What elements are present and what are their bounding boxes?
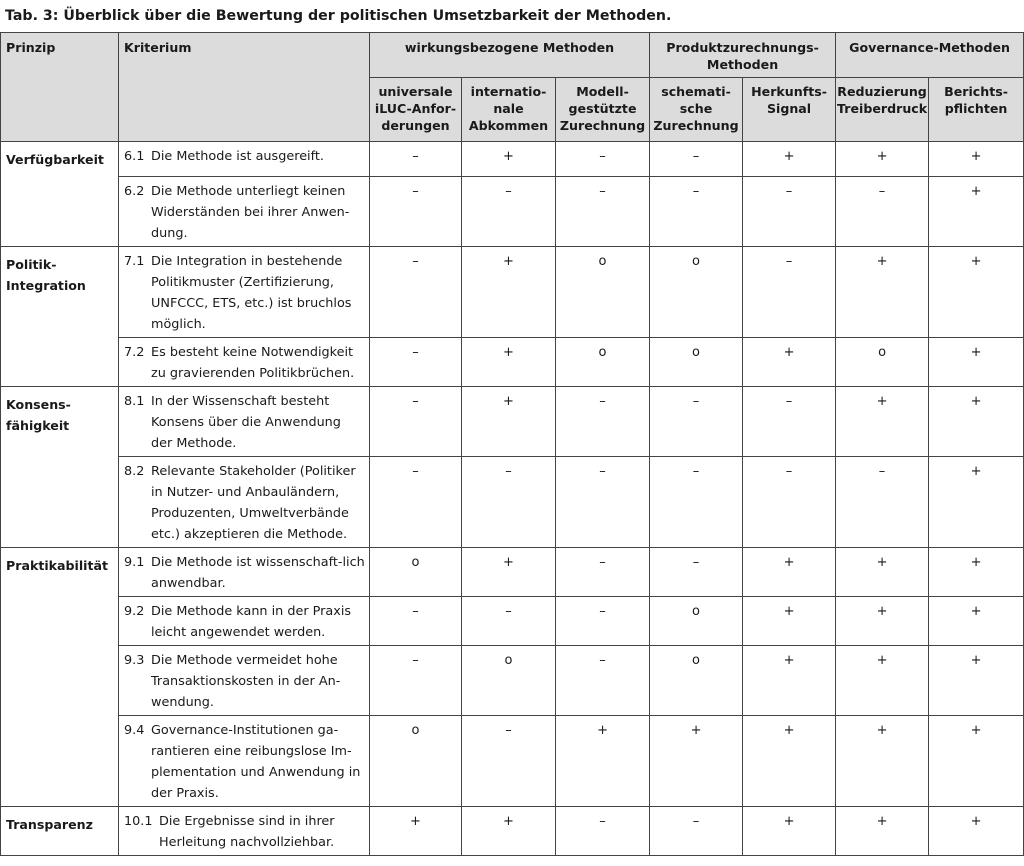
kriterium-cell xyxy=(119,807,370,856)
rating-cell: + xyxy=(743,338,836,387)
evaluation-table xyxy=(0,32,1024,856)
rating-cell: o xyxy=(556,247,650,338)
rating-cell: o xyxy=(650,646,743,716)
rating-cell: o xyxy=(370,716,462,807)
rating-cell: + xyxy=(929,597,1024,646)
rating-cell: – xyxy=(556,597,650,646)
rating-cell: – xyxy=(462,716,556,807)
rating-cell: – xyxy=(370,387,462,457)
rating-cell: + xyxy=(370,807,462,856)
kriterium-text: Die Methode ist wissenschaft-lich anwendbar. xyxy=(151,555,365,591)
rating-cell: + xyxy=(929,142,1024,177)
kriterium-text: Die Methode kann in der Praxis leicht angewendet werden. xyxy=(151,604,352,640)
rating-cell: + xyxy=(836,807,929,856)
kriterium-text: Die Methode unterliegt keinen Widerständen bei ihrer Anwen-dung. xyxy=(151,184,350,241)
kriterium-number: 7.1 xyxy=(124,254,145,269)
table-row xyxy=(1,646,1024,716)
rating-cell: – xyxy=(370,177,462,247)
rating-cell: – xyxy=(836,457,929,548)
table-row xyxy=(1,457,1024,548)
rating-cell: – xyxy=(743,387,836,457)
prinzip-cell: Praktikabilität xyxy=(1,548,119,807)
rating-cell: + xyxy=(929,177,1024,247)
kriterium-cell xyxy=(119,548,370,597)
rating-cell: + xyxy=(836,716,929,807)
rating-cell: o xyxy=(650,247,743,338)
kriterium-text: Es besteht keine Notwendigkeit zu gravierenden Politikbrüchen. xyxy=(151,345,355,381)
table-row xyxy=(1,338,1024,387)
kriterium-number: 9.3 xyxy=(124,653,145,668)
kriterium-number: 9.2 xyxy=(124,604,145,619)
rating-cell: + xyxy=(929,387,1024,457)
kriterium-number: 6.2 xyxy=(124,184,145,199)
rating-cell: – xyxy=(743,177,836,247)
header-method-herkunft: Herkunfts-Signal xyxy=(743,78,836,142)
prinzip-cell: Verfügbarkeit xyxy=(1,142,119,247)
header-group-governance: Governance-Methoden xyxy=(836,33,1024,78)
rating-cell: – xyxy=(370,247,462,338)
rating-cell: o xyxy=(650,338,743,387)
rating-cell: + xyxy=(462,807,556,856)
table-row xyxy=(1,142,1024,177)
rating-cell: o xyxy=(462,646,556,716)
kriterium-text: Die Methode vermeidet hohe Transaktionskosten in der An-wendung. xyxy=(151,653,341,710)
rating-cell: + xyxy=(929,548,1024,597)
table-row xyxy=(1,247,1024,338)
rating-cell: + xyxy=(743,548,836,597)
header-group-wirkungsbezogen: wirkungsbezogene Methoden xyxy=(370,33,650,78)
rating-cell: + xyxy=(836,597,929,646)
table-row xyxy=(1,716,1024,807)
header-method-schematisch: schemati-sche Zurechnung xyxy=(650,78,743,142)
rating-cell: + xyxy=(836,247,929,338)
kriterium-number: 10.1 xyxy=(124,814,153,829)
rating-cell: + xyxy=(462,247,556,338)
rating-cell: – xyxy=(743,247,836,338)
rating-cell: o xyxy=(370,548,462,597)
rating-cell: – xyxy=(370,142,462,177)
prinzip-cell: Konsens-fähigkeit xyxy=(1,387,119,548)
prinzip-cell: Politik-Integration xyxy=(1,247,119,387)
rating-cell: + xyxy=(929,716,1024,807)
rating-cell: – xyxy=(650,807,743,856)
kriterium-number: 8.2 xyxy=(124,464,145,479)
rating-cell: + xyxy=(743,597,836,646)
kriterium-cell xyxy=(119,142,370,177)
rating-cell: + xyxy=(929,646,1024,716)
rating-cell: + xyxy=(929,457,1024,548)
rating-cell: o xyxy=(650,597,743,646)
rating-cell: – xyxy=(650,177,743,247)
rating-cell: – xyxy=(462,457,556,548)
header-group-produktzurechnung: Produktzurechnungs-Methoden xyxy=(650,33,836,78)
rating-cell: – xyxy=(370,457,462,548)
kriterium-text: Die Methode ist ausgereift. xyxy=(151,149,324,164)
rating-cell: + xyxy=(462,142,556,177)
table-title: Tab. 3: Überblick über die Bewertung der politischen Umsetzbarkeit der Methoden. xyxy=(5,8,672,24)
kriterium-number: 6.1 xyxy=(124,149,145,164)
rating-cell: + xyxy=(836,548,929,597)
rating-cell: – xyxy=(462,597,556,646)
rating-cell: – xyxy=(370,338,462,387)
table-row xyxy=(1,177,1024,247)
rating-cell: + xyxy=(929,807,1024,856)
rating-cell: + xyxy=(556,716,650,807)
rating-cell: – xyxy=(650,548,743,597)
header-prinzip: Prinzip xyxy=(1,33,119,142)
rating-cell: + xyxy=(836,646,929,716)
rating-cell: – xyxy=(370,597,462,646)
rating-cell: + xyxy=(462,548,556,597)
rating-cell: + xyxy=(929,338,1024,387)
kriterium-cell xyxy=(119,716,370,807)
header-method-treiberdruck: Reduzierung Treiberdruck xyxy=(836,78,929,142)
kriterium-cell xyxy=(119,387,370,457)
kriterium-cell xyxy=(119,457,370,548)
kriterium-number: 7.2 xyxy=(124,345,145,360)
rating-cell: – xyxy=(650,457,743,548)
rating-cell: + xyxy=(929,247,1024,338)
header-method-modell: Modell-gestützte Zurechnung xyxy=(556,78,650,142)
kriterium-text: Die Ergebnisse sind in ihrer Herleitung nachvollziehbar. xyxy=(159,814,335,850)
kriterium-cell xyxy=(119,597,370,646)
rating-cell: – xyxy=(556,177,650,247)
rating-cell: o xyxy=(836,338,929,387)
rating-cell: o xyxy=(556,338,650,387)
kriterium-cell xyxy=(119,646,370,716)
rating-cell: – xyxy=(370,646,462,716)
rating-cell: – xyxy=(556,387,650,457)
rating-cell: – xyxy=(556,457,650,548)
table-row xyxy=(1,387,1024,457)
kriterium-cell xyxy=(119,247,370,338)
header-method-berichtspflichten: Berichts-pflichten xyxy=(929,78,1024,142)
rating-cell: – xyxy=(462,177,556,247)
table-row xyxy=(1,807,1024,856)
rating-cell: – xyxy=(836,177,929,247)
header-method-abkommen: internatio-nale Abkommen xyxy=(462,78,556,142)
rating-cell: + xyxy=(743,807,836,856)
header-kriterium: Kriterium xyxy=(119,33,370,142)
table-row xyxy=(1,548,1024,597)
kriterium-cell xyxy=(119,338,370,387)
kriterium-text: Relevante Stakeholder (Politiker in Nutzer- und Anbauländern, Produzenten, Umweltverbände etc.) akzeptieren die Methode. xyxy=(151,464,356,542)
kriterium-text: Die Integration in bestehende Politikmuster (Zertifizierung, UNFCCC, ETS, etc.) ist bruchlos möglich. xyxy=(151,254,352,332)
rating-cell: – xyxy=(556,646,650,716)
kriterium-number: 9.1 xyxy=(124,555,145,570)
rating-cell: + xyxy=(836,387,929,457)
rating-cell: – xyxy=(556,807,650,856)
rating-cell: – xyxy=(556,548,650,597)
rating-cell: + xyxy=(743,142,836,177)
rating-cell: – xyxy=(650,142,743,177)
kriterium-cell xyxy=(119,177,370,247)
table-row xyxy=(1,597,1024,646)
header-method-iluc: universale iLUC-Anfor-derungen xyxy=(370,78,462,142)
kriterium-number: 9.4 xyxy=(124,723,145,738)
kriterium-text: In der Wissenschaft besteht Konsens über die Anwendung der Methode. xyxy=(151,394,341,451)
rating-cell: + xyxy=(836,142,929,177)
rating-cell: + xyxy=(743,646,836,716)
prinzip-cell: Transparenz xyxy=(1,807,119,856)
rating-cell: + xyxy=(462,338,556,387)
rating-cell: + xyxy=(650,716,743,807)
rating-cell: + xyxy=(462,387,556,457)
table-body xyxy=(1,142,1024,856)
rating-cell: – xyxy=(743,457,836,548)
rating-cell: – xyxy=(556,142,650,177)
kriterium-number: 8.1 xyxy=(124,394,145,409)
rating-cell: + xyxy=(743,716,836,807)
rating-cell: – xyxy=(650,387,743,457)
kriterium-text: Governance-Institutionen ga-rantieren eine reibungslose Im-plementation und Anwendung in der Praxis. xyxy=(151,723,361,801)
